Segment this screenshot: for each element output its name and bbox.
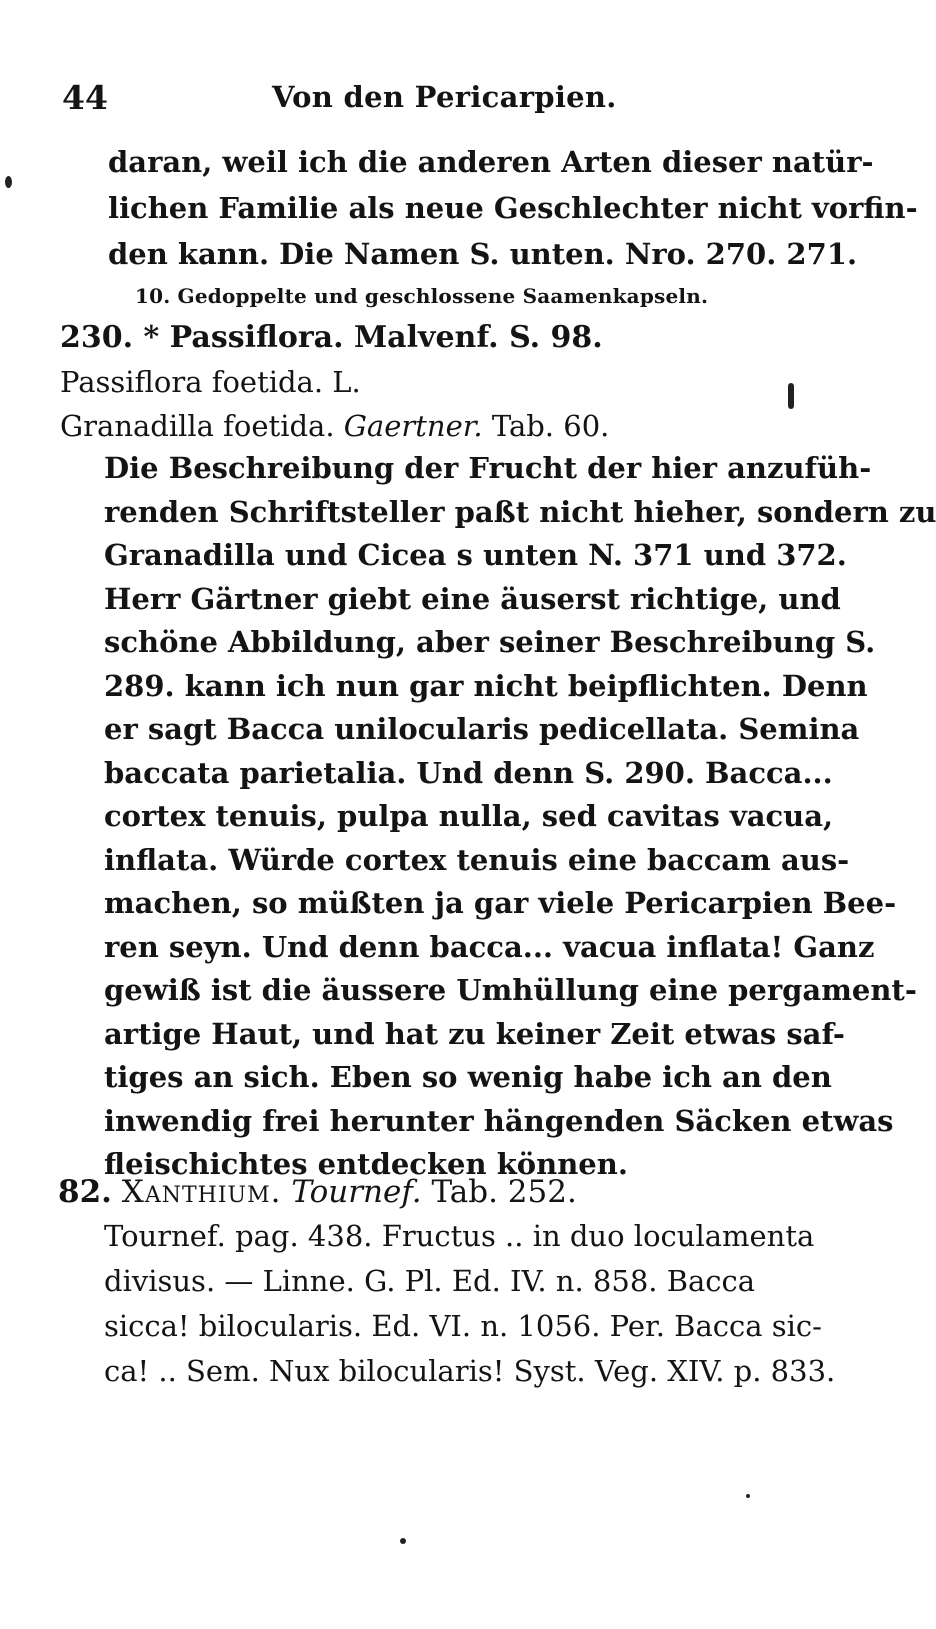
text-line: Tournef. pag. 438. Fructus .. in duo loculamenta (104, 1219, 815, 1253)
text-line: tiges an sich. Eben so wenig habe ich an den (104, 1060, 832, 1094)
running-title: Von den Pericarpien. (272, 80, 617, 114)
synonym-ref: Tab. 60. (491, 409, 610, 443)
entry-heading-230: 230. * Passiflora. Malvenf. S. 98. (60, 320, 603, 355)
entry-ref: Tab. 252. (431, 1174, 577, 1210)
text-line: schöne Abbildung, aber seiner Beschreibung S. (104, 625, 876, 659)
page-number: 44 (62, 78, 108, 117)
text-line: Granadilla und Cicea s unten N. 371 und 372. (104, 538, 847, 572)
text-line: 289. kann ich nun gar nicht beipflichten. Denn (104, 668, 868, 703)
synonym-author: Gaertner. (343, 409, 483, 443)
scan-speck (5, 176, 12, 188)
text-line: artige Haut, und hat zu keiner Zeit etwas saf- (104, 1016, 845, 1051)
synonym-name: Granadilla foetida. (60, 409, 335, 443)
text-line: Die Beschreibung der Frucht der hier anzufüh- (104, 451, 872, 485)
text-line: inflata. Würde cortex tenuis eine baccam aus- (104, 842, 850, 877)
entry-author: Tournef. (291, 1174, 422, 1210)
synonym-line (60, 406, 609, 446)
text-line: den kann. Die Namen S. unten. Nro. 270. 271. (108, 237, 858, 271)
entry-genus: Xanthium. (121, 1174, 282, 1210)
text-line: gewiß ist die äussere Umhüllung eine pergament- (104, 973, 917, 1007)
section-heading: 10. Gedoppelte und geschlossene Saamenkapseln. (135, 284, 709, 308)
text-line: inwendig frei herunter hängenden Säcken etwas (104, 1103, 894, 1138)
text-line: machen, so müßten ja gar viele Pericarpien Bee- (104, 886, 897, 920)
text-line: renden Schriftsteller paßt nicht hieher, sondern zu (104, 494, 936, 529)
text-line: ren seyn. Und denn bacca... vacua inflata! Ganz (104, 929, 875, 964)
text-line: cortex tenuis, pulpa nulla, sed cavitas vacua, (104, 799, 834, 833)
scan-speck (400, 1538, 406, 1544)
text-line: daran, weil ich die anderen Arten dieser natür- (108, 145, 874, 179)
page-header (62, 78, 762, 124)
text-line: fleischichtes entdecken können. (104, 1147, 628, 1181)
entry-heading-82 (58, 1172, 577, 1212)
text-line: Herr Gärtner giebt eine äuserst richtige, und (104, 581, 841, 616)
text-line: er sagt Bacca unilocularis pedicellata. Semina (104, 712, 860, 746)
text-line: baccata parietalia. Und denn S. 290. Bacca... (104, 755, 833, 790)
entry-number: 82. (58, 1174, 112, 1210)
text-line: sicca! bilocularis. Ed. VI. n. 1056. Per. Bacca sic- (104, 1309, 822, 1343)
text-line: ca! .. Sem. Nux bilocularis! Syst. Veg. XIV. p. 833. (104, 1354, 836, 1388)
text-line: lichen Familie als neue Geschlechter nicht vorfin- (108, 191, 918, 225)
scan-speck (746, 1494, 750, 1498)
synonym-line: Passiflora foetida. L. (60, 365, 361, 399)
scan-speck (788, 383, 794, 409)
text-line: divisus. — Linne. G. Pl. Ed. IV. n. 858. Bacca (104, 1264, 756, 1298)
